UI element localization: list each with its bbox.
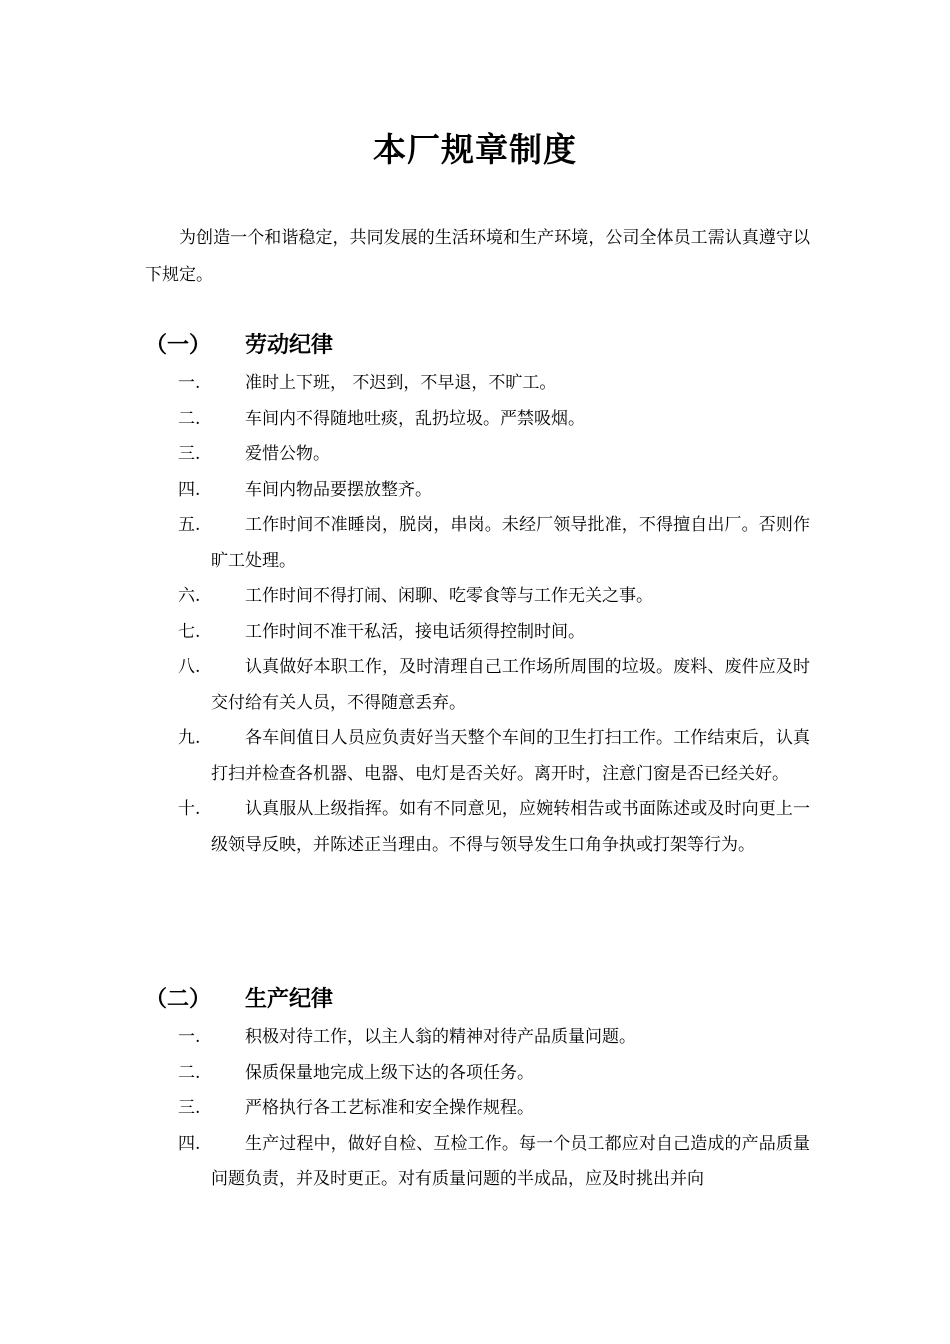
- rule-number: 四.: [178, 1133, 201, 1154]
- rule-item: [178, 508, 810, 579]
- rule-item: [178, 1056, 810, 1092]
- rule-text: 积极对待工作，以主人翁的精神对待产品质量问题。: [245, 1027, 636, 1047]
- rule-number: 二.: [178, 1062, 201, 1083]
- rule-text: 工作时间不准睡岗，脱岗，串岗。未经厂领导批准，不得擅自出厂。否则作旷工处理。: [211, 515, 810, 571]
- rule-number: 四.: [178, 479, 201, 500]
- rule-text: 认真服从上级指挥。如有不同意见，应婉转相告或书面陈述或及时向更上一级领导反映，并陈述正当理由。不得与领导发生口角争执或打架等行为。: [211, 799, 810, 855]
- rule-item: [178, 579, 810, 615]
- rule-number: 七.: [178, 621, 201, 642]
- rule-number: 一.: [178, 1027, 201, 1047]
- rule-number: 三.: [178, 1098, 201, 1118]
- rule-item: [178, 615, 810, 651]
- section-production-discipline: [145, 982, 810, 1198]
- rule-item: [178, 1127, 810, 1198]
- rule-text: 工作时间不得打闹、闲聊、吃零食等与工作无关之事。: [245, 586, 653, 606]
- rule-number: 十.: [178, 799, 201, 819]
- document-title: 本厂规章制度: [373, 130, 577, 169]
- rule-text: 保质保量地完成上级下达的各项任务。: [245, 1062, 534, 1083]
- section-heading: [145, 982, 810, 1018]
- section-labor-discipline: [145, 328, 810, 863]
- rule-text: 各车间值日人员应负责好当天整个车间的卫生打扫工作。工作结束后，认真打扫并检查各机器、电器、电灯是否关好。离开时，注意门窗是否已经关好。: [211, 728, 810, 784]
- rule-text: 爱惜公物。: [245, 444, 330, 464]
- section-number: （二）: [145, 987, 212, 1012]
- rule-item: [178, 473, 810, 509]
- section-number: （一）: [145, 333, 212, 358]
- rule-number: 一.: [178, 373, 201, 393]
- rule-item: [178, 402, 810, 438]
- rule-text: 认真做好本职工作，及时清理自己工作场所周围的垃圾。废料、废件应及时交付给有关人员，不得随意丢弃。: [211, 657, 810, 713]
- section-heading: [145, 328, 810, 364]
- rule-text: 工作时间不准干私活，接电话须得控制时间。: [245, 621, 585, 642]
- rule-text: 准时上下班， 不迟到，不早退，不旷工。: [245, 373, 557, 393]
- rule-number: 六.: [178, 586, 201, 606]
- rule-number: 八.: [178, 657, 201, 677]
- rule-text: 车间内不得随地吐痰，乱扔垃圾。严禁吸烟。: [245, 408, 585, 429]
- section-title: 劳动纪律: [245, 333, 334, 358]
- rule-list: [145, 366, 810, 863]
- rule-number: 三.: [178, 444, 201, 464]
- rule-item: [178, 366, 810, 402]
- rule-number: 五.: [178, 515, 201, 535]
- rule-text: 生产过程中，做好自检、互检工作。每一个员工都应对自己造成的产品质量问题负责，并及时更正。对有质量问题的半成品，应及时挑出并向: [211, 1133, 810, 1189]
- rule-item: [178, 437, 810, 473]
- rule-text: 严格执行各工艺标准和安全操作规程。: [245, 1098, 534, 1118]
- rule-number: 二.: [178, 408, 201, 429]
- rule-item: [178, 650, 810, 721]
- intro-paragraph: 为创造一个和谐稳定，共同发展的生活环境和生产环境，公司全体员工需认真遵守以下规定。: [145, 228, 810, 285]
- rule-text: 车间内物品要摆放整齐。: [245, 479, 432, 500]
- rule-item: [178, 792, 810, 863]
- rule-item: [178, 1020, 810, 1056]
- rule-number: 九.: [178, 728, 201, 748]
- rule-item: [178, 1091, 810, 1127]
- rule-item: [178, 721, 810, 792]
- rule-list: [145, 1020, 810, 1198]
- section-title: 生产纪律: [245, 987, 334, 1012]
